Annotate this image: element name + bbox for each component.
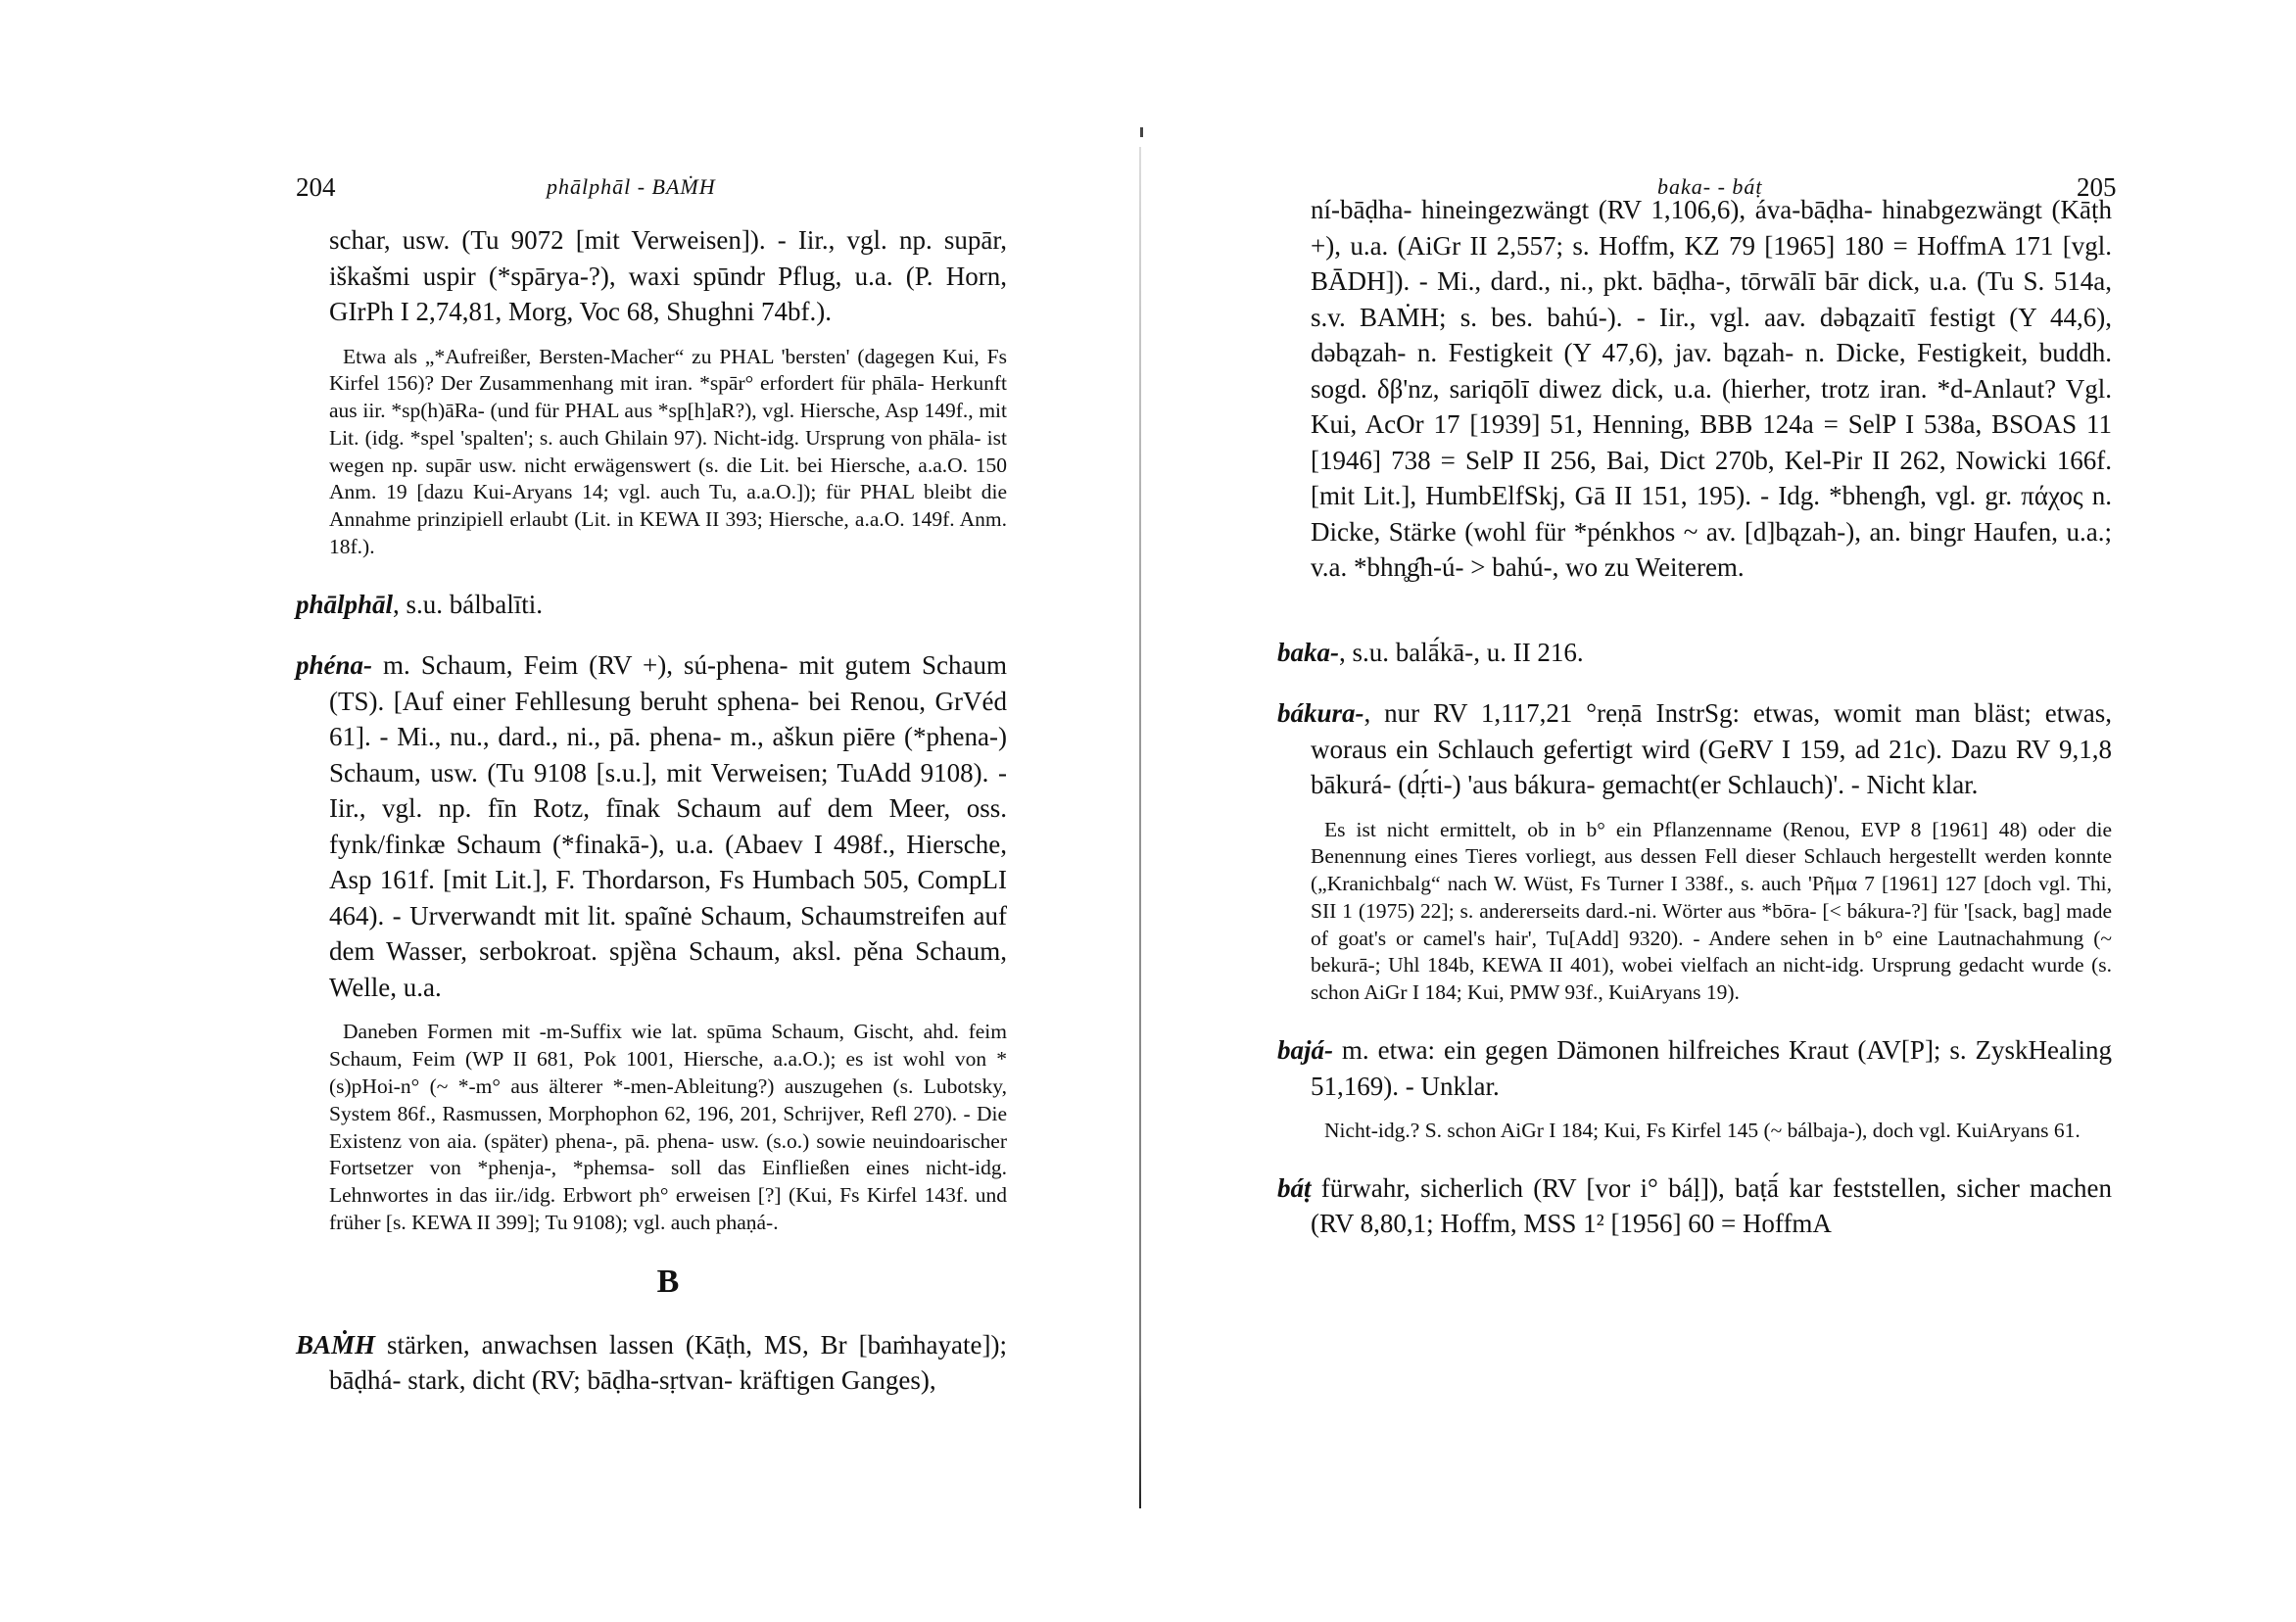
- entry-text: , s.u. bálbalīti.: [393, 589, 544, 619]
- section-letter: B: [656, 1263, 680, 1300]
- right-column: [1277, 192, 2112, 1242]
- note-paragraph: Daneben Formen mit -m-Suffix wie lat. spūma Schaum, Gischt, ahd. feim Schaum, Feim (WP II 681, Pok 1001, Hiersche, a.a.O.); es ist wohl von *(s)pHoi-n° (~ *-m° aus älterer *-men-Ableitung?) auszugehen (s. Lubotsky, System 86f., Rasmussen, Morphophon 62, 196, 201, Schrijver, Refl 270). - Die Existenz von aia. (später) phena-, pā. phena- usw. (s.o.) sowie neuindoarischer Fortsetzer von *phenja-, *phemsa- soll das Einfließen eines nicht-idg. Lehnwortes in das iir./idg. Erbwort ph° erweisen [?] (Kui, Fs Kirfel 143f. und früher [s. KEWA II 399]; Tu 9108); vgl. auch phaṇá-.: [329, 1020, 1007, 1234]
- note-paragraph: Nicht-idg.? S. schon AiGr I 184; Kui, Fs Kirfel 145 (~ bálbaja-), doch vgl. KuiAryans 61.: [1324, 1119, 2081, 1143]
- entry-bamh: [296, 1327, 1007, 1399]
- entry-text: stärken, anwachsen lassen (Kāṭh, MS, Br [baṁhayate]); bāḍhá- stark, dicht (RV; bāḍha-sṛtvan- kräftigen Ganges),: [329, 1329, 1007, 1396]
- headword: bajá-: [1277, 1035, 1333, 1066]
- entry-text: , nur RV 1,117,21 °reṇā InstrSg: etwas, womit man bläst; etwas, woraus ein Schlauch gefertigt wird (GeRV I 159, ad 21c). Dazu RV 9,1,8 bākurá- (dṛ́ti-) 'aus bákura- gemacht(er Schlauch)'. - Nicht klar.: [1311, 698, 2112, 799]
- paragraph-continuation: schar, usw. (Tu 9072 [mit Verweisen]). - Iir., vgl. np. supār, iškašmi uspir (*spārya-?), waxi spūndr Pflug, u.a. (P. Horn, GIrPh I 2,74,81, Morg, Voc 68, Shughni 74bf.).: [329, 225, 1007, 326]
- page-number: 205: [2077, 172, 2117, 202]
- entry-phena: [296, 647, 1007, 1005]
- running-head: phālphāl - BAṀH: [547, 174, 716, 199]
- entry-bat: [1277, 1170, 2112, 1242]
- note-paragraph: Etwa als „*Aufreißer, Bersten-Macher“ zu PHAL 'bersten' (dagegen Kui, Fs Kirfel 156)? Der Zusammenhang mit iran. *spār° erfordert für phāla- Herkunft aus iir. *sp(h)āRa- (und für PHAL aus *sp[h]aR?), vgl. Hiersche, Asp 149f., mit Lit. (idg. *spel 'spalten'; s. auch Ghilain 97). Nicht-idg. Ursprung von phāla- ist wegen np. supār usw. nicht erwägenswert (s. die Lit. bei Hiersche, a.a.O. 150 Anm. 19 [dazu Kui-Aryans 14; vgl. auch Tu, a.a.O.]); für PHAL bleibt die Annahme prinzipiell erlaubt (Lit. in KEWA II 393; Hiersche, a.a.O. 149f. Anm. 18f.).: [329, 344, 1007, 559]
- running-head: baka- - báṭ: [1657, 174, 1763, 199]
- gutter-binding-line: [1139, 147, 1141, 1508]
- note-paragraph: Es ist nicht ermittelt, ob in b° ein Pflanzenname (Renou, EVP 8 [1961] 48) oder die Benennung eines Tieres vorliegt, aus dessen Fell dieser Schlauch hergestellt werden konnte („Kranichbalg“ nach W. Wüst, Fs Turner I 338f., s. auch 'Pῆμα 7 [1961] 127 [doch vgl. Thi, SII 1 (1975) 22]; s. andererseits dard.-ni. Wörter aus *bōra- [< bákura-?] für '[sack, bag] made of goat's or camel's hair', Tu[Add] 9320). - Andere sehen in b° eine Lautnachahmung (~ bekurā-; Uhl 184b, KEWA II 401), wobei vielfach an nicht-idg. Ursprung gedacht wurde (s. schon AiGr I 184; Kui, PMW 93f., KuiAryans 19).: [1311, 817, 2112, 1005]
- right-page: [1148, 0, 2296, 1622]
- entry-bakura: [1277, 695, 2112, 803]
- paragraph-continuation: ní-bāḍha- hineingezwängt (RV 1,106,6), áva-bāḍha- hinabgezwängt (Kāṭh +), u.a. (AiGr II 2,557; s. Hoffm, KZ 79 [1965] 180 = HoffmA 171 [vgl. BĀDH]). - Mi., dard., ni., pkt. bāḍha-, tōrwālī bār dick, u.a. (Tu S. 514a, s.v. BAṀH; s. bes. bahú-). - Iir., vgl. aav. dəbązaitī festigt (Y 44,6), dəbązah- n. Festigkeit (Y 47,6), jav. bązah- n. Dicke, Festigkeit, buddh. sogd. δβ'nz, sariqōlī diwez dick, u.a. (hierher, trotz iran. *d-Anlaut? Vgl. Kui, AcOr 17 [1939] 51, Henning, BBB 124a = SelP I 538a, BSOAS 11 [1946] 738 = SelP II 256, Bai, Dict 270b, Kel-Pir II 262, Nowicki 166f. [mit Lit.], HumbElfSkj, Gā II 151, 195). - Idg. *bheng̑h, vgl. gr. πάχος n. Dicke, Stärke (wohl für *pénkhos ~ av. [d]bązah-), an. bingr Haufen, u.a.; v.a. *bhn̥g̑h-ú- > bahú-, wo zu Weiterem.: [1311, 195, 2112, 582]
- headword: báṭ: [1277, 1172, 1312, 1203]
- gutter-mark: [1140, 127, 1143, 137]
- left-column: [296, 222, 1007, 1399]
- entry-text: m. etwa: ein gegen Dämonen hilfreiches Kraut (AV[P]; s. ZyskHealing 51,169). - Unklar.: [1311, 1035, 2112, 1101]
- headword: phālphāl: [296, 589, 394, 619]
- entry-phalphal: [296, 587, 1007, 623]
- entry-text: m. Schaum, Feim (RV +), sú-phena- mit gutem Schaum (TS). [Auf einer Fehllesung beruht sphena- bei Renou, GrVéd 61]. - Mi., nu., dard., ni., pā. phena- m., aškun piēre (*phena-) Schaum, usw. (Tu 9108 [s.u.], mit Verweisen; TuAdd 9108). - Iir., vgl. np. fīn Rotz, fīnak Schaum auf dem Meer, oss. fynk/finkæ Schaum (*finakā-), u.a. (Abaev I 498f., Hiersche, Asp 161f. [mit Lit.], F. Thordarson, Fs Humbach 505, CompLI 464). - Urverwandt mit lit. spaĩnė Schaum, Schaumstreifen auf dem Wasser, serbokroat. spjȅna Schaum, aksl. pěna Schaum, Welle, u.a.: [329, 650, 1007, 1002]
- page-number: 204: [296, 172, 336, 202]
- entry-text: fürwahr, sicherlich (RV [vor i° báḷ]), baṭā́ kar feststellen, sicher machen (RV 8,80,1; Hoffm, MSS 1² [1956] 60 = HoffmA: [1311, 1172, 2112, 1239]
- entry-text: , s.u. balā́kā-, u. II 216.: [1339, 637, 1584, 667]
- headword: BAṀH: [296, 1329, 376, 1360]
- left-page: [0, 0, 1136, 1622]
- entry-baja: [1277, 1032, 2112, 1104]
- headword: bákura-: [1277, 698, 1364, 728]
- headword: baka-: [1277, 637, 1339, 667]
- entry-baka: [1277, 635, 2112, 671]
- headword: phéna-: [296, 650, 373, 681]
